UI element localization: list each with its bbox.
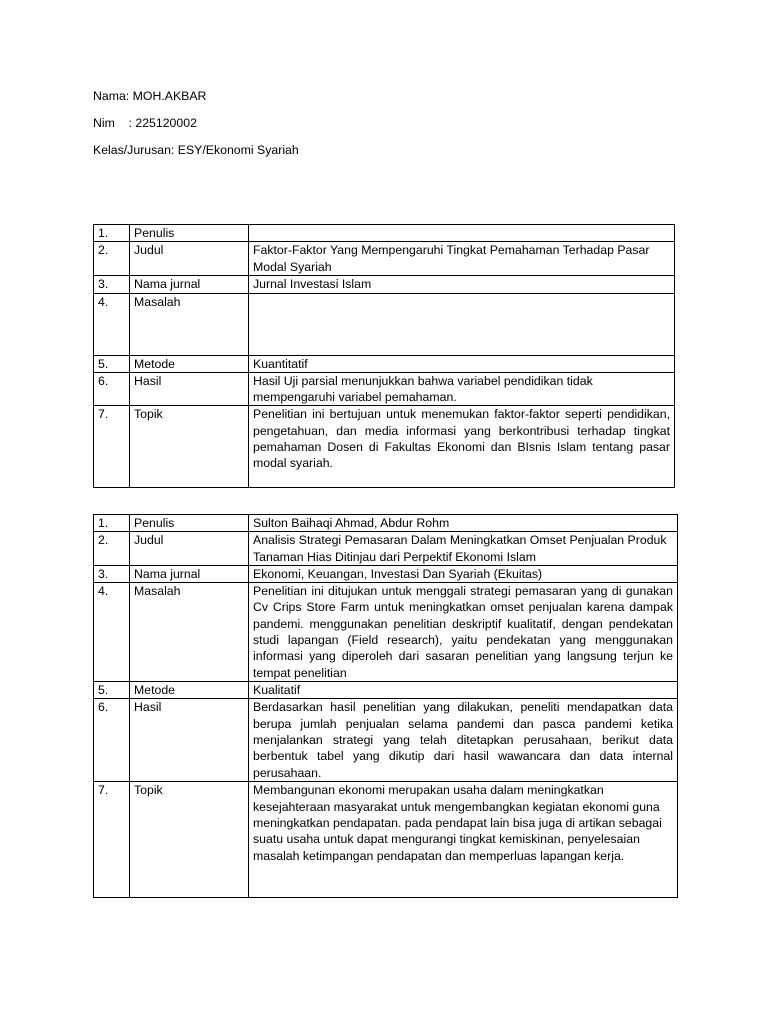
row-value: Ekonomi, Keuangan, Investasi Dan Syariah (Ekuitas) <box>249 565 678 582</box>
row-number: 6. <box>94 699 130 782</box>
row-number: 1. <box>94 515 130 532</box>
row-value: Kualitatif <box>249 682 678 699</box>
row-label: Judul <box>130 242 249 276</box>
row-value: Kuantitatif <box>249 355 675 372</box>
row-label: Nama jurnal <box>130 565 249 582</box>
row-label: Metode <box>130 682 249 699</box>
row-value: Hasil Uji parsial menunjukkan bahwa variabel pendidikan tidak mempengaruhi variabel pemahaman. <box>249 372 675 406</box>
student-name: Nama: MOH.AKBAR <box>93 89 207 103</box>
student-nim: Nim : 225120002 <box>93 116 197 130</box>
journal-table-2 <box>93 514 678 898</box>
row-value: Analisis Strategi Pemasaran Dalam Meningkatkan Omset Penjualan Produk Tanaman Hias Ditinjau dari Perpektif Ekonomi Islam <box>249 532 678 566</box>
row-number: 3. <box>94 565 130 582</box>
row-label: Hasil <box>130 699 249 782</box>
table-row <box>94 565 678 582</box>
table-row <box>94 406 675 488</box>
row-value: Berdasarkan hasil penelitian yang dilakukan, peneliti mendapatkan data berupa jumlah penjualan selama pandemi dan pasca pandemi ketika menjalankan strategi yang telah ditetapkan perusahaan, berikut data berbentuk tabel yang dikutip dari hasil wawancara dan data internal perusahaan. <box>249 699 678 782</box>
table-row <box>94 782 678 898</box>
row-label: Metode <box>130 355 249 372</box>
table-row <box>94 276 675 293</box>
table-row <box>94 225 675 242</box>
row-value <box>249 293 675 355</box>
row-value <box>249 225 675 242</box>
table-row <box>94 583 678 682</box>
row-number: 5. <box>94 682 130 699</box>
row-number: 3. <box>94 276 130 293</box>
row-number: 2. <box>94 532 130 566</box>
row-value: Sulton Baihaqi Ahmad, Abdur Rohm <box>249 515 678 532</box>
table-row <box>94 699 678 782</box>
row-value: Faktor-Faktor Yang Mempengaruhi Tingkat Pemahaman Terhadap Pasar Modal Syariah <box>249 242 675 276</box>
row-number: 5. <box>94 355 130 372</box>
row-label: Nama jurnal <box>130 276 249 293</box>
row-value: Membangunan ekonomi merupakan usaha dalam meningkatkan kesejahteraan masyarakat untuk mengembangkan kegiatan ekonomi guna meningkatkan pendapatan. pada pendapat lain bisa juga di artikan sebagai suatu usaha untuk dapat mengurangi tingkat kemiskinan, penyelesaian masalah ketimpangan pendapatan dan memperluas lapangan kerja. <box>249 782 678 898</box>
row-number: 4. <box>94 583 130 682</box>
row-value: Penelitian ini bertujuan untuk menemukan faktor-faktor seperti pendidikan, pengetahuan, dan media informasi yang berkontribusi terhadap tingkat pemahaman Dosen di Fakultas Ekonomi dan BIsnis Islam tentang pasar modal syariah. <box>249 406 675 488</box>
row-label: Topik <box>130 782 249 898</box>
table-row <box>94 532 678 566</box>
row-label: Masalah <box>130 583 249 682</box>
row-label: Judul <box>130 532 249 566</box>
table-row <box>94 355 675 372</box>
table-row <box>94 293 675 355</box>
row-label: Hasil <box>130 372 249 406</box>
table-row <box>94 242 675 276</box>
row-number: 4. <box>94 293 130 355</box>
row-number: 7. <box>94 782 130 898</box>
table-row <box>94 515 678 532</box>
row-value: Jurnal Investasi Islam <box>249 276 675 293</box>
row-number: 1. <box>94 225 130 242</box>
row-number: 2. <box>94 242 130 276</box>
journal-table-1 <box>93 224 675 488</box>
table-row <box>94 682 678 699</box>
row-number: 6. <box>94 372 130 406</box>
row-label: Masalah <box>130 293 249 355</box>
row-value: Penelitian ini ditujukan untuk menggali strategi pemasaran yang di gunakan Cv Crips Store Farm untuk meningkatkan omset penjualan karena dampak pandemi. menggunakan penelitian deskriptif kualitatif, dengan pendekatan studi lapangan (Field research), yaitu pendekatan yang menggunakan informasi yang diperoleh dari sasaran penelitian yang langsung terjun ke tempat penelitian <box>249 583 678 682</box>
row-label: Penulis <box>130 225 249 242</box>
student-class: Kelas/Jurusan: ESY/Ekonomi Syariah <box>93 143 299 157</box>
table-row <box>94 372 675 406</box>
row-label: Penulis <box>130 515 249 532</box>
row-label: Topik <box>130 406 249 488</box>
row-number: 7. <box>94 406 130 488</box>
